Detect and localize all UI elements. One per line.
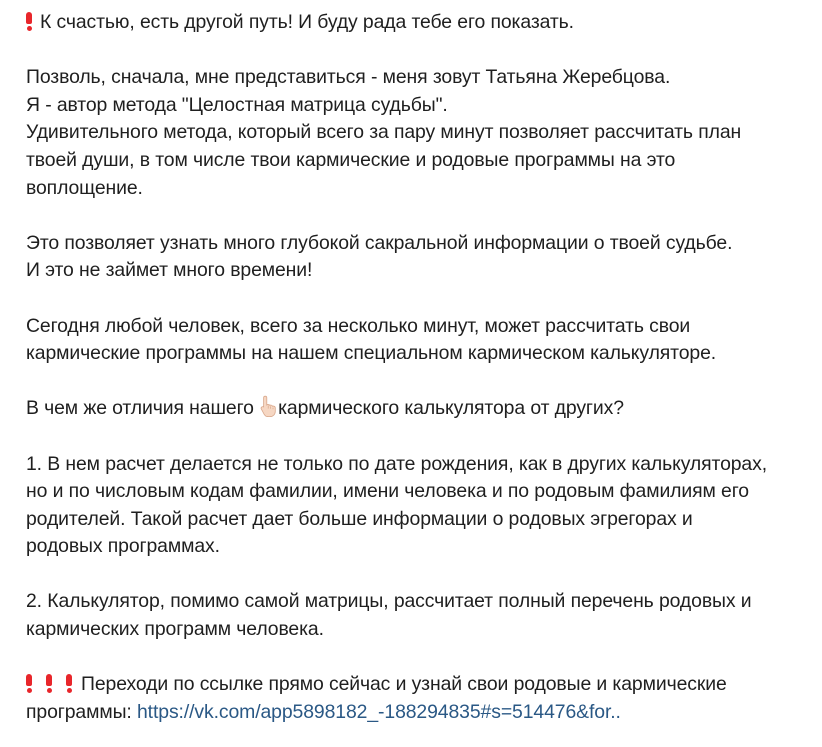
info-line-2: И это не займет много времени! [26,259,313,282]
paragraph-gap [26,368,816,396]
about-line-2: Я - автор метода "Целостная матрица судьбы". [26,93,448,116]
paragraph-gap [26,202,816,230]
cta-label: программы: [26,700,132,723]
about-line-5: воплощение. [26,176,143,199]
cta-text: Переходи по ссылке прямо сейчас и узнай свои родовые и кармические [81,673,727,696]
exclamation-icon [46,674,52,691]
cta-line-1 [26,671,816,699]
about-line-3: Удивительного метода, который всего за пару минут позволяет рассчитать план [26,121,742,144]
about-line-1: Позволь, сначала, мне представиться - меня зовут Татьяна Жеребцова. [26,66,671,89]
question-line [26,395,816,423]
point1-line-3: родителей. Такой расчет дает больше информации о родовых эгрегорах и [26,507,693,530]
post-text [26,9,816,726]
point1-line-2: но и по числовым кодам фамилии, имени человека и по родовым фамилиям его [26,480,749,503]
exclamation-icon [66,674,72,691]
paragraph-gap [26,423,816,451]
question-text-start: В чем же отличия нашего [26,397,254,420]
info-line-1: Это позволяет узнать много глубокой сакральной информации о твоей судьбе. [26,231,733,254]
today-line-2: кармические программы на нашем специальном кармическом калькуляторе. [26,342,717,365]
paragraph-gap [26,37,816,65]
paragraph-gap [26,285,816,313]
exclamation-icon [26,674,32,691]
intro-line [26,9,816,37]
about-line-4: твоей души, в том числе твои кармические и родовые программы на это [26,148,676,171]
point1-line-4: родовых программах. [26,535,220,558]
paragraph-gap [26,561,816,589]
app-link[interactable]: https://vk.com/app5898182_-188294835#s=514476&for.. [137,700,621,723]
today-line-1: Сегодня любой человек, всего за несколько минут, может рассчитать свои [26,314,691,337]
exclamation-icon [26,12,32,29]
point2-line-2: кармических программ человека. [26,618,324,641]
intro-text: К счастью, есть другой путь! И буду рада тебе его показать. [40,11,574,33]
question-text-end: кармического калькулятора от других? [278,397,624,420]
pointing-up-finger-icon [260,395,276,417]
point1-line-1: 1. В нем расчет делается не только по дате рождения, как в других калькуляторах, [26,452,768,475]
paragraph-gap [26,644,816,672]
point2-line-1: 2. Калькулятор, помимо самой матрицы, рассчитает полный перечень родовых и [26,590,752,613]
cta-line-2 [26,699,816,727]
